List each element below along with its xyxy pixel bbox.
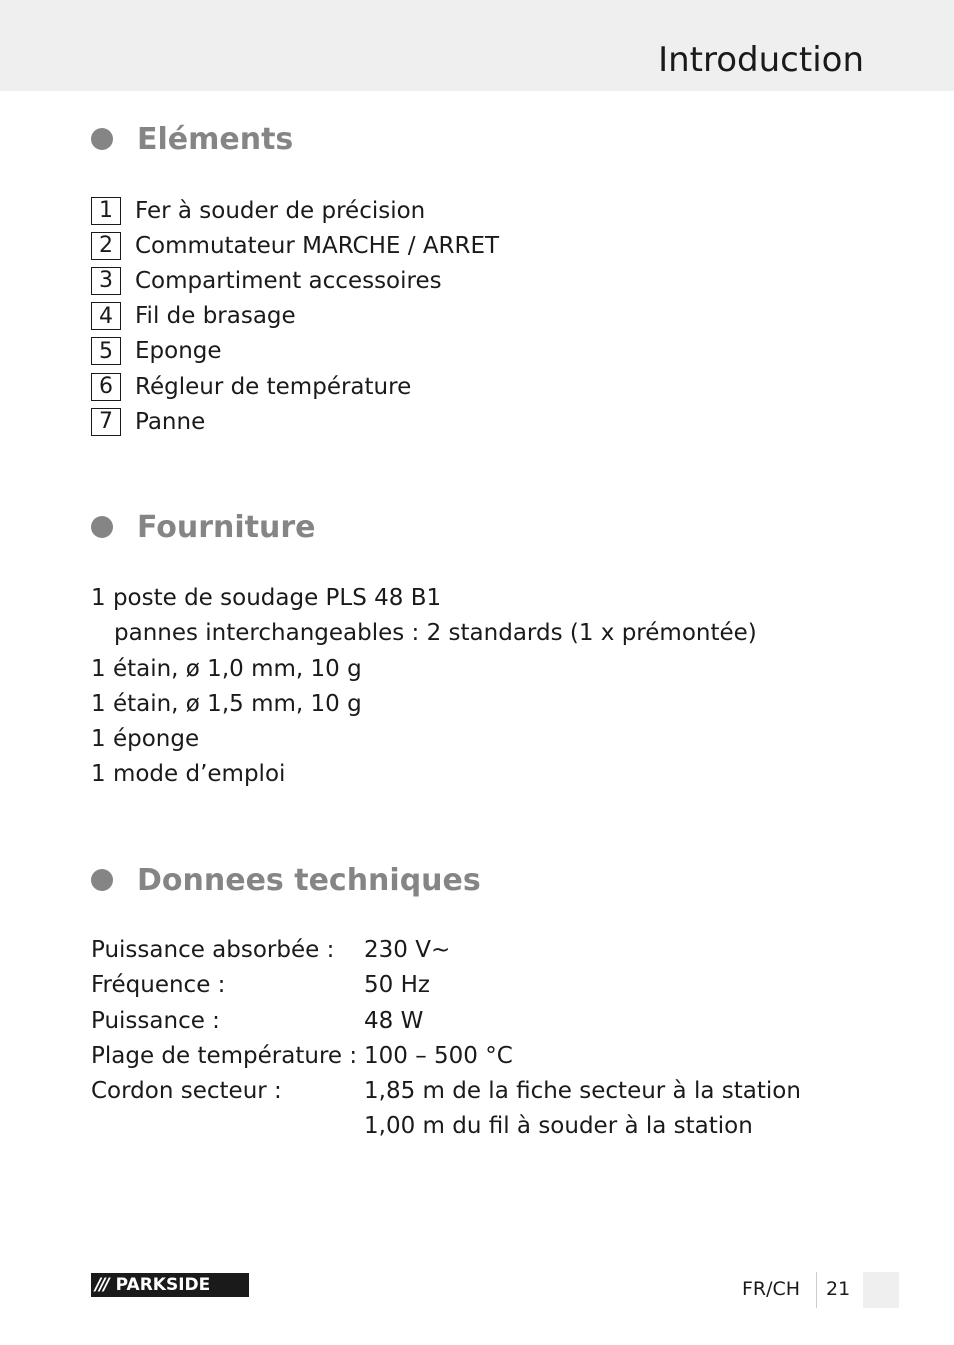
tech-specs-table [91,933,801,1145]
list-item [91,193,499,228]
list-item [91,334,499,369]
tech-title: Donnees techniques [137,862,481,898]
supply-line: pannes interchangeables : 2 standards (1 x prémontée) [114,620,757,647]
supply-line: 1 étain, ø 1,5 mm, 10 g [91,690,362,717]
tech-label: Puissance absorbée : [91,937,335,963]
item-label: Eponge [135,338,222,365]
list-item [91,404,499,439]
tech-row [91,933,801,968]
item-label: Régleur de température [135,373,412,400]
tech-heading [91,860,481,900]
supply-heading [91,507,316,547]
item-number-box: 4 [91,302,121,330]
list-item [91,263,499,298]
tech-row [91,1039,801,1074]
list-item [91,299,499,334]
logo-stripes-icon: /// [95,1275,108,1295]
item-number-box: 7 [91,408,121,436]
tech-row [91,1004,801,1039]
locale-label: FR/CH [742,1278,801,1300]
item-number-box: 5 [91,337,121,365]
supply-line: 1 éponge [91,726,200,753]
list-item [91,228,499,263]
item-label: Panne [135,408,206,435]
page-number: 21 [826,1278,851,1300]
tech-label: Fréquence : [91,972,226,999]
tech-row [91,968,801,1003]
tech-value: 1,00 m du fil à souder à la station [364,1113,753,1140]
page-title: Introduction [658,40,864,80]
supply-line: 1 étain, ø 1,0 mm, 10 g [91,655,362,682]
parkside-logo [91,1273,249,1297]
item-label: Fer à souder de précision [135,197,426,224]
tech-label: Plage de température : [91,1042,358,1069]
tech-label: Cordon secteur : [91,1078,282,1105]
item-label: Compartiment accessoires [135,267,442,294]
supply-list [91,581,757,793]
item-label: Fil de brasage [135,303,296,330]
supply-title: Fourniture [137,509,316,545]
tech-value: 48 W [364,1007,424,1034]
supply-line: 1 mode d’emploi [91,761,286,788]
tech-value: 50 Hz [364,972,430,999]
item-number-box: 2 [91,232,121,260]
item-number-box: 3 [91,267,121,295]
bullet-icon [91,516,113,538]
footer-tab [863,1272,899,1308]
elements-list [91,193,499,439]
bullet-icon [91,869,113,891]
item-number-box: 6 [91,373,121,401]
tech-value: 1,85 m de la fiche secteur à la station [364,1078,801,1105]
elements-heading [91,119,293,159]
supply-line: 1 poste de soudage PLS 48 B1 [91,585,442,611]
tech-value: 230 V~ [364,937,451,963]
item-label: Commutateur MARCHE / ARRET [135,232,500,259]
tech-label [91,1109,364,1144]
elements-title: Eléments [137,121,294,157]
logo-text: PARKSIDE [115,1275,211,1295]
item-number-box: 1 [91,197,121,225]
list-item [91,369,499,404]
tech-row [91,1109,801,1144]
tech-label: Puissance : [91,1007,220,1034]
tech-value: 100 – 500 °C [364,1042,513,1069]
footer-divider [816,1272,817,1308]
bullet-icon [91,128,113,150]
tech-row [91,1074,801,1109]
